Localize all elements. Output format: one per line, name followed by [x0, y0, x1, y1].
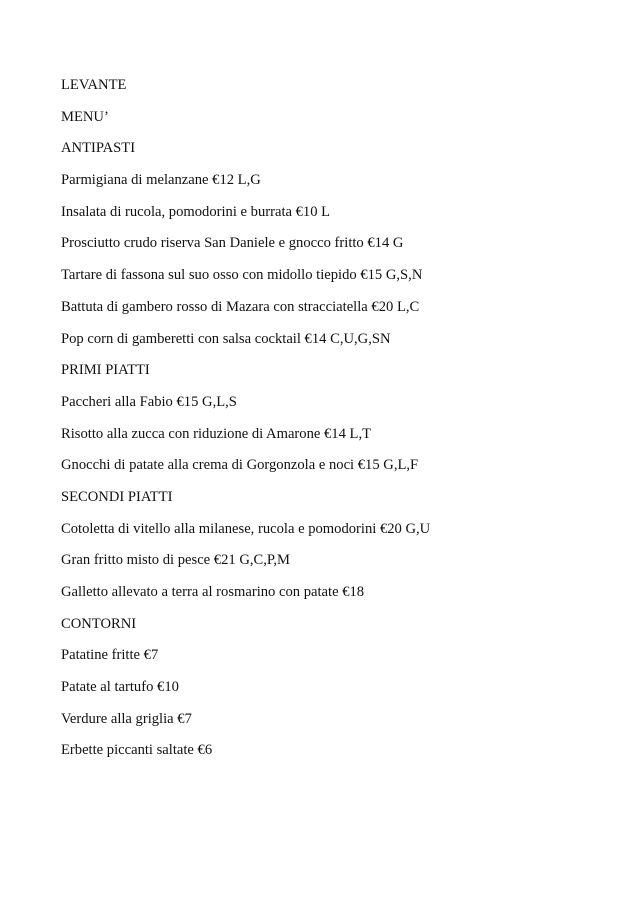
menu-item: Pop corn di gamberetti con salsa cocktail €14 C,U,G,SN — [61, 330, 391, 347]
menu-item: Galletto allevato a terra al rosmarino con patate €18 — [61, 584, 365, 600]
menu-item: Patate al tartufo €10 — [61, 679, 179, 696]
menu-item: Gnocchi di patate alla crema di Gorgonzola e noci €15 G,L,F — [61, 457, 419, 474]
menu-item: Tartare di fassona sul suo osso con midollo tiepido €15 G,S,N — [61, 267, 423, 284]
menu-item: Paccheri alla Fabio €15 G,L,S — [61, 393, 237, 410]
menu-item: Gran fritto misto di pesce €21 G,C,P,M — [61, 552, 291, 569]
menu-item: Battuta di gambero rosso di Mazara con stracciatella €20 L,C — [61, 298, 420, 315]
section-heading-antipasti: ANTIPASTI — [61, 140, 136, 157]
menu-item: Verdure alla griglia €7 — [61, 710, 192, 727]
menu-item: Parmigiana di melanzane €12 L,G — [61, 172, 261, 189]
menu-item: Insalata di rucola, pomodorini e burrata €10 L — [61, 203, 331, 220]
section-heading-contorni: CONTORNI — [61, 615, 137, 632]
menu-item: Patatine fritte €7 — [61, 647, 159, 664]
section-heading-primi-piatti: PRIMI PIATTI — [61, 362, 150, 379]
menu-document — [61, 75, 621, 772]
section-heading-secondi-piatti: SECONDI PIATTI — [61, 488, 173, 505]
restaurant-name: LEVANTE — [61, 77, 127, 93]
menu-item: Risotto alla zucca con riduzione di Amarone €14 L,T — [61, 425, 372, 442]
menu-title: MENU’ — [61, 108, 109, 125]
menu-item: Erbette piccanti saltate €6 — [61, 742, 213, 759]
menu-item: Prosciutto crudo riserva San Daniele e gnocco fritto €14 G — [61, 235, 404, 252]
menu-item: Cotoletta di vitello alla milanese, rucola e pomodorini €20 G,U — [61, 520, 431, 537]
